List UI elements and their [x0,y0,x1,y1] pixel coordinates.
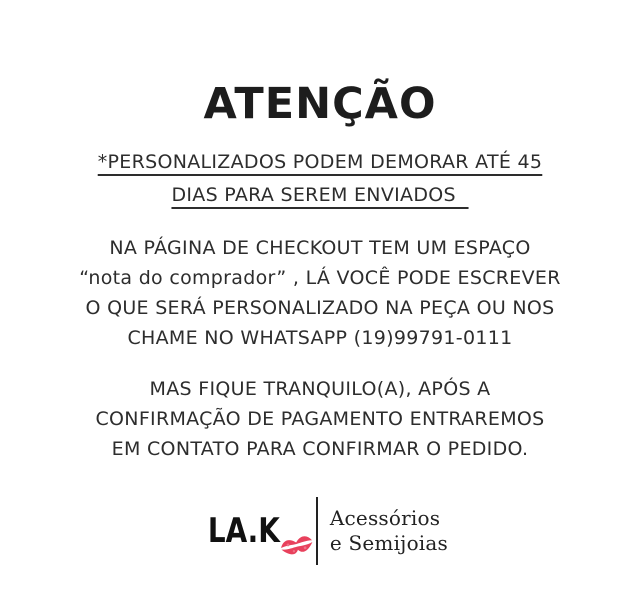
notice-title: ATENÇÃO [203,79,437,129]
brand-name: LA.K [207,511,280,551]
brand-tagline-line-2: e Semijoias [329,531,448,555]
brand-tagline-line-1: Acessórios [329,506,441,530]
checkout-info-paragraph [0,233,640,353]
reassurance-line-3: EM CONTATO PARA CONFIRMAR O PEDIDO. [111,438,529,460]
checkout-info-line-4-whatsapp-number: CHAME NO WHATSAPP (19)99791-0111 [127,327,513,349]
checkout-info-line-3: O QUE SERÁ PERSONALIZADO NA PEÇA OU NOS [85,297,555,319]
logo-divider [316,497,318,565]
shipping-warning-line-1: *PERSONALIZADOS PODEM DEMORAR ATÉ 45 [97,151,543,173]
reassurance-line-2: CONFIRMAÇÃO DE PAGAMENTO ENTRAREMOS [95,408,545,430]
shipping-warning [0,146,640,212]
checkout-info-line-2: “nota do comprador” , LÁ VOCÊ PODE ESCREVER [79,267,561,289]
brand-tagline [330,506,448,556]
checkout-info-line-1: NA PÁGINA DE CHECKOUT TEM UM ESPAÇO [109,237,531,259]
shipping-warning-line-2: DIAS PARA SEREM ENVIADOS [171,184,469,206]
brand-logo [0,497,640,565]
kiss-lips-icon [277,530,316,562]
reassurance-paragraph [0,374,640,464]
brand-name-wrap [192,511,280,551]
reassurance-line-1: MAS FIQUE TRANQUILO(A), APÓS A [149,378,491,400]
